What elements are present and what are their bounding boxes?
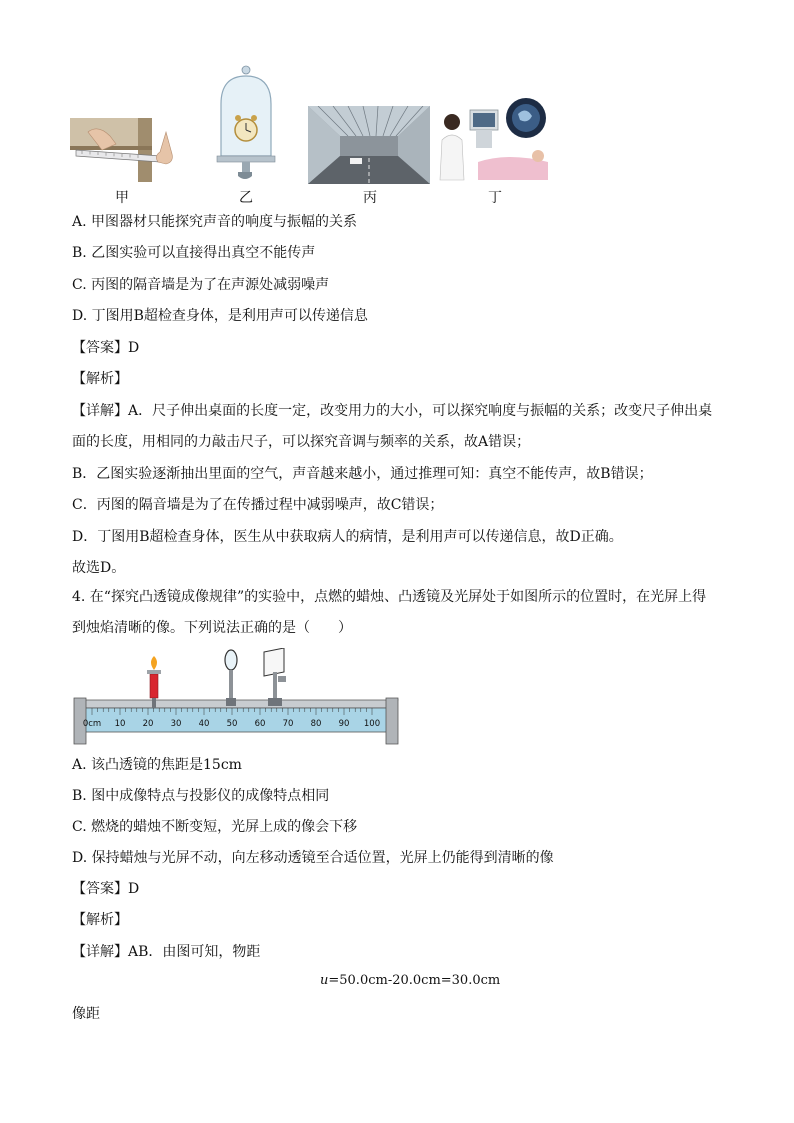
bench-tick-label: 30 — [170, 719, 182, 729]
q3-option-a: A. 甲图器材只能探究声音的响度与振幅的关系 — [72, 214, 358, 230]
q3-option-b: B. 乙图实验可以直接得出真空不能传声 — [72, 245, 316, 261]
q3-figure-row — [70, 92, 560, 207]
bench-tick-label: 70 — [282, 719, 294, 729]
caption-ding: 丁 — [488, 190, 502, 206]
optical-bench-figure — [72, 648, 402, 748]
q3-detail-line-6: 故选D。 — [72, 560, 126, 576]
bench-tick-label: 20 — [142, 719, 154, 729]
q4-stem-line-2: 到烛焰清晰的像。下列说法正确的是（ ） — [72, 620, 352, 636]
q3-option-c: C. 丙图的隔音墙是为了在声源处减弱噪声 — [72, 277, 330, 293]
q3-detail-line-1: 【详解】A．尺子伸出桌面的长度一定，改变用力的大小，可以探究响度与振幅的关系；改变尺子伸出桌 — [72, 403, 713, 419]
q4-image-distance-label: 像距 — [72, 1006, 100, 1022]
bench-tick-label: 10 — [114, 719, 126, 729]
bench-tick-label: 40 — [198, 719, 210, 729]
bench-tick-label: 90 — [338, 719, 350, 729]
bench-tick-label: 60 — [254, 719, 266, 729]
q3-analysis-label: 【解析】 — [72, 371, 128, 387]
q4-detail-intro: 【详解】AB．由图可知，物距 — [72, 944, 261, 960]
q4-analysis-label: 【解析】 — [72, 912, 128, 928]
q3-option-d: D. 丁图用B超检查身体，是利用声可以传递信息 — [72, 308, 368, 324]
bench-tick-label: 80 — [310, 719, 322, 729]
caption-jia: 甲 — [115, 190, 129, 206]
bench-tick-label: 0cm — [82, 719, 102, 729]
q4-answer: 【答案】D — [72, 881, 140, 897]
q3-answer: 【答案】D — [72, 340, 140, 356]
figure-sound-barrier — [308, 106, 430, 184]
figure-ultrasound — [438, 96, 550, 184]
caption-yi: 乙 — [239, 190, 253, 206]
q3-detail-line-2: 面的长度，用相同的力敲击尺子，可以探究音调与频率的关系，故A错误； — [72, 434, 531, 450]
bench-tick-label: 100 — [363, 719, 381, 729]
q4-option-c: C. 燃烧的蜡烛不断变短，光屏上成的像会下移 — [72, 819, 358, 835]
formula-variable-u: u — [320, 973, 329, 988]
q3-detail-line-5: D．丁图用B超检查身体，医生从中获取病人的病情，是利用声可以传递信息，故D正确。 — [72, 529, 623, 545]
q4-option-b: B. 图中成像特点与投影仪的成像特点相同 — [72, 788, 330, 804]
q4-option-a: A. 该凸透镜的焦距是15cm — [72, 757, 242, 773]
formula-expression: =50.0cm-20.0cm=30.0cm — [328, 973, 501, 988]
q3-detail-line-3: B．乙图实验逐渐抽出里面的空气，声音越来越小，通过推理可知：真空不能传声，故B错误； — [72, 466, 653, 482]
q3-detail-line-4: C．丙图的隔音墙是为了在传播过程中减弱噪声，故C错误； — [72, 497, 444, 513]
q4-stem-line-1: 4. 在“探究凸透镜成像规律”的实验中，点燃的蜡烛、凸透镜及光屏处于如图所示的位置时，在光屏上得 — [72, 589, 707, 605]
figure-ruler-table — [70, 114, 185, 184]
bench-tick-label: 50 — [226, 719, 238, 729]
caption-bing: 丙 — [363, 190, 377, 206]
q4-option-d: D. 保持蜡烛与光屏不动，向左移动透镜至合适位置，光屏上仍能得到清晰的像 — [72, 850, 554, 866]
figure-bell-jar — [215, 64, 277, 184]
q4-object-distance-formula — [320, 973, 500, 988]
